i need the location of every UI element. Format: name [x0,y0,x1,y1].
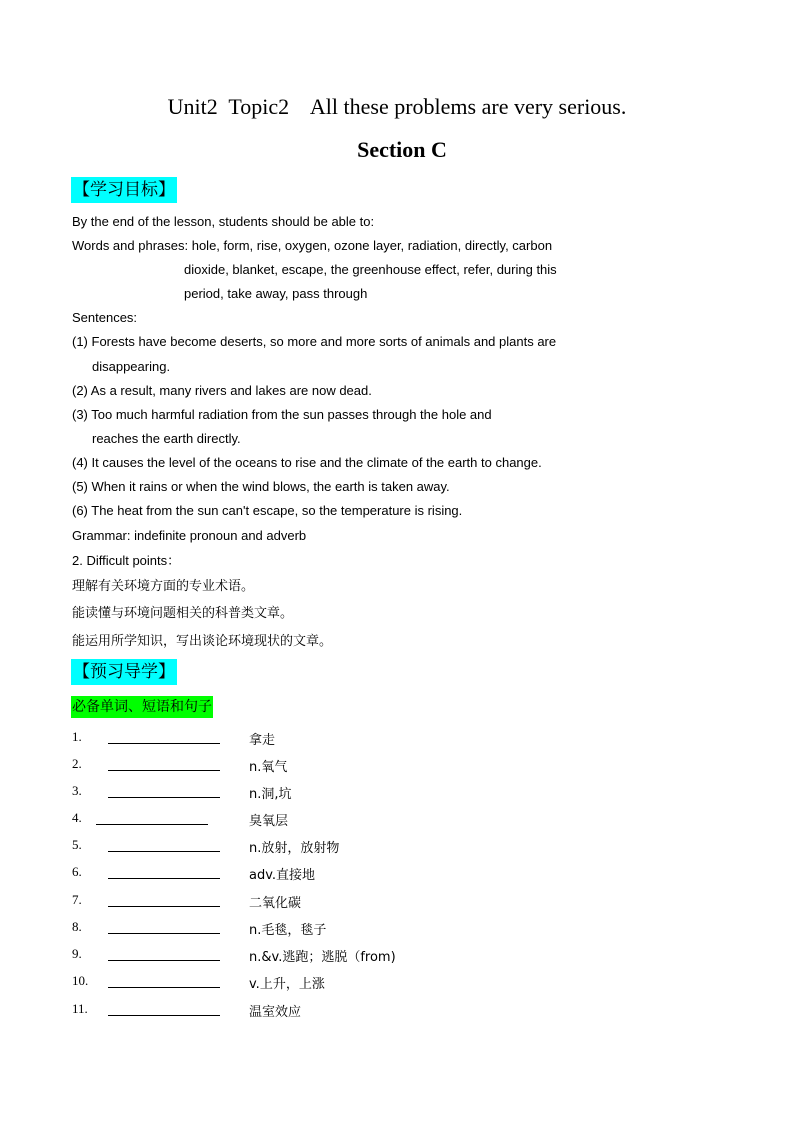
sentence-3: (3) Too much harmful radiation from the sun passes through the hole and [72,407,492,422]
vocab-number: 2. [72,756,82,771]
vocab-meaning: 臭氧层 [249,814,289,829]
sentence-6: (6) The heat from the sun can't escape, so the temperature is rising. [72,503,463,518]
words-text-1: hole, form, rise, oxygen, ozone layer, radiation, directly, carbon [191,238,553,253]
sentence-3-cont: reaches the earth directly. [92,431,241,446]
vocab-item [72,729,572,749]
sentence-1: (1) Forests have become deserts, so more and more sorts of animals and plants are [72,334,557,349]
answer-blank[interactable] [108,797,220,798]
vocab-subheading: 必备单词、短语和句子 [71,696,213,718]
vocab-item [72,892,572,912]
vocab-number: 7. [72,892,82,907]
answer-blank[interactable] [108,851,220,852]
vocab-meaning: n.&v.逃跑；逃脱（from) [249,950,396,965]
vocab-number: 11. [72,1001,88,1016]
words-line-3: period, take away, pass through [184,286,368,301]
words-label: Words and phrases: [72,238,192,253]
words-line-1 [72,237,552,255]
vocab-item [72,973,572,993]
vocab-meaning: 二氧化碳 [249,896,302,911]
objectives-intro: By the end of the lesson, students should be able to: [72,214,375,229]
grammar-line: Grammar: indefinite pronoun and adverb [72,528,307,543]
sentence-5: (5) When it rains or when the wind blows, the earth is taken away. [72,479,450,494]
vocab-meaning: n.放射，放射物 [249,841,340,856]
vocab-item [72,1001,572,1021]
goal-3: 能运用所学知识，写出谈论环境现状的文章。 [72,634,333,649]
preview-heading: 【预习导学】 [71,659,177,685]
vocab-number: 3. [72,783,82,798]
vocab-meaning: 拿走 [249,733,276,748]
section-title: Section C [357,137,447,162]
vocab-item [72,946,572,966]
vocab-number: 9. [72,946,82,961]
answer-blank[interactable] [108,878,220,879]
sentence-4: (4) It causes the level of the oceans to rise and the climate of the earth to change. [72,455,542,470]
answer-blank[interactable] [108,1015,220,1016]
objectives-heading: 【学习目标】 [71,177,177,203]
answer-blank[interactable] [96,824,208,825]
vocab-number: 5. [72,837,82,852]
vocab-number: 10. [72,973,89,988]
goal-2: 能读懂与环境问题相关的科普类文章。 [72,606,294,621]
vocab-item [72,864,572,884]
vocab-item [72,783,572,803]
sentence-1-cont: disappearing. [92,359,171,374]
answer-blank[interactable] [108,987,220,988]
vocab-meaning: n.洞,坑 [249,787,292,802]
page-title: Unit2 Topic2 All these problems are very serious. [167,94,627,119]
goal-1: 理解有关环境方面的专业术语。 [72,579,255,594]
vocab-number: 8. [72,919,82,934]
answer-blank[interactable] [108,933,220,934]
difficult-points: 2. Difficult points： [72,553,181,568]
sentence-2: (2) As a result, many rivers and lakes are now dead. [72,383,372,398]
answer-blank[interactable] [108,743,220,744]
vocab-item [72,837,572,857]
vocab-item [72,810,572,830]
answer-blank[interactable] [108,770,220,771]
vocab-meaning: n.毛毯，毯子 [249,923,327,938]
vocab-meaning: v.上升，上涨 [249,977,325,992]
words-line-2: dioxide, blanket, escape, the greenhouse effect, refer, during this [184,262,557,277]
vocab-item [72,756,572,776]
vocab-number: 4. [72,810,82,825]
vocab-meaning: n.氧气 [249,760,288,775]
vocab-meaning: 温室效应 [249,1005,302,1020]
sentences-label: Sentences: [72,310,138,325]
answer-blank[interactable] [108,960,220,961]
vocab-meaning: adv.直接地 [249,868,316,883]
vocab-number: 1. [72,729,82,744]
vocab-item [72,919,572,939]
vocab-number: 6. [72,864,82,879]
answer-blank[interactable] [108,906,220,907]
